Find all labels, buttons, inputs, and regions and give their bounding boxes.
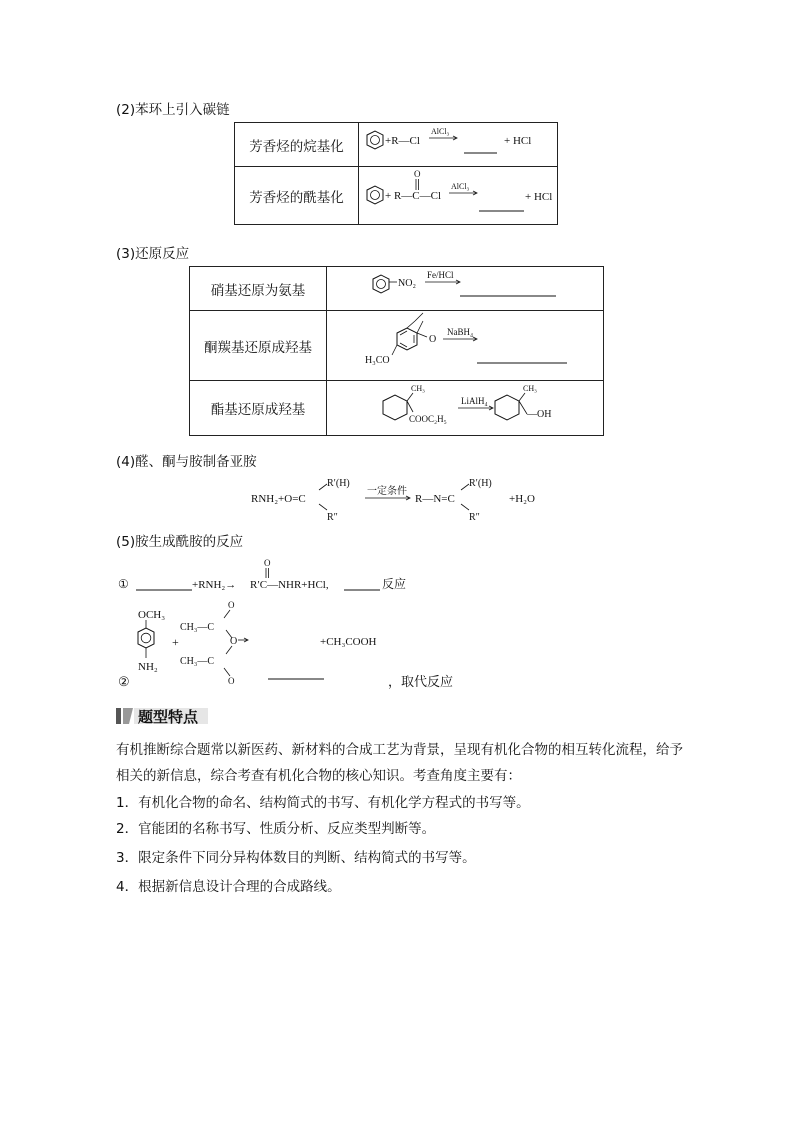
feature-item-1: 1．有机化合物的命名、结构简式的书写、有机化学方程式的书写等。 bbox=[116, 795, 530, 811]
amine-group: NH₂ bbox=[138, 661, 158, 673]
benzene-ring-icon bbox=[138, 628, 154, 648]
methoxy-group: H₃CO bbox=[365, 355, 390, 366]
equation-number: ① bbox=[118, 577, 129, 591]
acetic-acid: +CH₃COOH bbox=[320, 636, 377, 648]
nitro-group: NO₂ bbox=[398, 278, 416, 289]
imine-left: RNH₂+O=C bbox=[251, 493, 306, 505]
acetyl-top: CH₃—C bbox=[180, 622, 215, 633]
nitro-reduction-scheme bbox=[327, 267, 603, 306]
catalyst: AlCl₃ bbox=[431, 127, 450, 136]
eq1-reagents: +RNH₂→ bbox=[192, 579, 237, 591]
feature-title: 题型特点 bbox=[138, 708, 199, 726]
imine-product: R—N=C bbox=[415, 493, 455, 505]
reaction-cell bbox=[327, 267, 604, 311]
amide-equation-1 bbox=[116, 556, 436, 596]
product: + HCl bbox=[525, 191, 553, 203]
reagent: + R—C—Cl bbox=[385, 190, 442, 202]
equation-number: ② bbox=[118, 674, 130, 689]
reagent: Fe/HCl bbox=[427, 270, 454, 280]
hydroxyl-group: —OH bbox=[527, 409, 552, 420]
section-2-heading: (2)苯环上引入碳链 bbox=[116, 102, 230, 118]
feature-item-2: 2．官能团的名称书写、性质分析、反应类型判断等。 bbox=[116, 821, 436, 837]
imine-water: +H₂O bbox=[509, 493, 535, 505]
reaction-cell bbox=[327, 381, 604, 436]
acetyl-bottom: CH₃—C bbox=[180, 656, 215, 667]
banner-chevron-icon bbox=[123, 708, 133, 724]
banner-bar-icon bbox=[116, 708, 121, 724]
catalyst: AlCl₃ bbox=[451, 182, 470, 191]
feature-intro: 有机推断综合题常以新医药、新材料的合成工艺为背景，呈现有机化合物的相互转化流程，给予相关的新信息，综合考查有机化合物的核心知识。考查角度主要有： bbox=[116, 742, 683, 784]
row-name: 芳香烃的烷基化 bbox=[235, 123, 359, 167]
alkylation-scheme bbox=[359, 123, 557, 162]
ketone-reduction-scheme bbox=[327, 311, 603, 376]
anhydride-oxygen-top: O bbox=[228, 600, 235, 610]
imine-condition: 一定条件 bbox=[367, 486, 407, 497]
eq1-carbonyl-oxygen: O bbox=[264, 558, 271, 568]
imine-top-group: R′(H) bbox=[327, 478, 350, 489]
table-reduction bbox=[189, 266, 604, 436]
row-name: 酯基还原成羟基 bbox=[190, 381, 327, 436]
carbonyl-oxygen: O bbox=[414, 169, 421, 179]
benzene-ring-icon bbox=[373, 275, 389, 293]
imine-bottom-group: R″ bbox=[327, 512, 338, 523]
feature-item-3: 3．限定条件下同分异构体数目的判断、结构简式的书写等。 bbox=[116, 850, 476, 866]
reagent: +R—Cl bbox=[385, 135, 420, 147]
product: + HCl bbox=[504, 135, 532, 147]
methyl-left: CH₃ bbox=[411, 384, 425, 393]
bridge-oxygen: O bbox=[230, 636, 238, 647]
feature-banner bbox=[116, 706, 208, 726]
plus-sign: + bbox=[172, 635, 179, 649]
reagent: LiAlH₄ bbox=[461, 396, 488, 406]
benzene-ring-icon bbox=[367, 131, 383, 149]
table-aromatic-alkylation bbox=[234, 122, 558, 225]
eq1-product: R′C—NHR+HCl, bbox=[250, 579, 329, 591]
cyclohexane-ring-icon bbox=[383, 395, 407, 420]
ester-group: COOC₂H₅ bbox=[409, 414, 447, 424]
amide-equation-2 bbox=[116, 598, 476, 694]
row-name: 酮羰基还原成羟基 bbox=[190, 311, 327, 381]
ester-reduction-scheme bbox=[327, 381, 603, 431]
carbonyl-oxygen: O bbox=[429, 334, 437, 345]
benzene-ring-icon bbox=[367, 186, 383, 204]
reaction-cell bbox=[359, 167, 558, 225]
row-name: 硝基还原为氨基 bbox=[190, 267, 327, 311]
methyl-right: CH₃ bbox=[523, 384, 537, 393]
benzene-ring-icon bbox=[397, 328, 417, 350]
reaction-cell bbox=[327, 311, 604, 381]
eq1-suffix: 反应 bbox=[382, 577, 407, 591]
imine-product-top: R′(H) bbox=[469, 478, 492, 489]
cyclohexane-ring-icon bbox=[495, 395, 519, 420]
section-5-heading: (5)胺生成酰胺的反应 bbox=[116, 534, 244, 550]
acylation-scheme bbox=[359, 167, 557, 220]
feature-item-4: 4．根据新信息设计合理的合成路线。 bbox=[116, 879, 341, 895]
row-name: 芳香烃的酰基化 bbox=[235, 167, 359, 225]
methoxy-group: OCH₃ bbox=[138, 609, 166, 621]
reagent: NaBH₄ bbox=[447, 327, 474, 337]
section-3-heading: (3)还原反应 bbox=[116, 246, 190, 262]
reaction-cell bbox=[359, 123, 558, 167]
section-4-heading: (4)醛、酮与胺制备亚胺 bbox=[116, 454, 257, 470]
imine-scheme bbox=[245, 470, 545, 526]
eq2-suffix: ，取代反应 bbox=[388, 674, 454, 689]
imine-product-bottom: R″ bbox=[469, 512, 480, 523]
anhydride-oxygen-bottom: O bbox=[228, 676, 235, 686]
